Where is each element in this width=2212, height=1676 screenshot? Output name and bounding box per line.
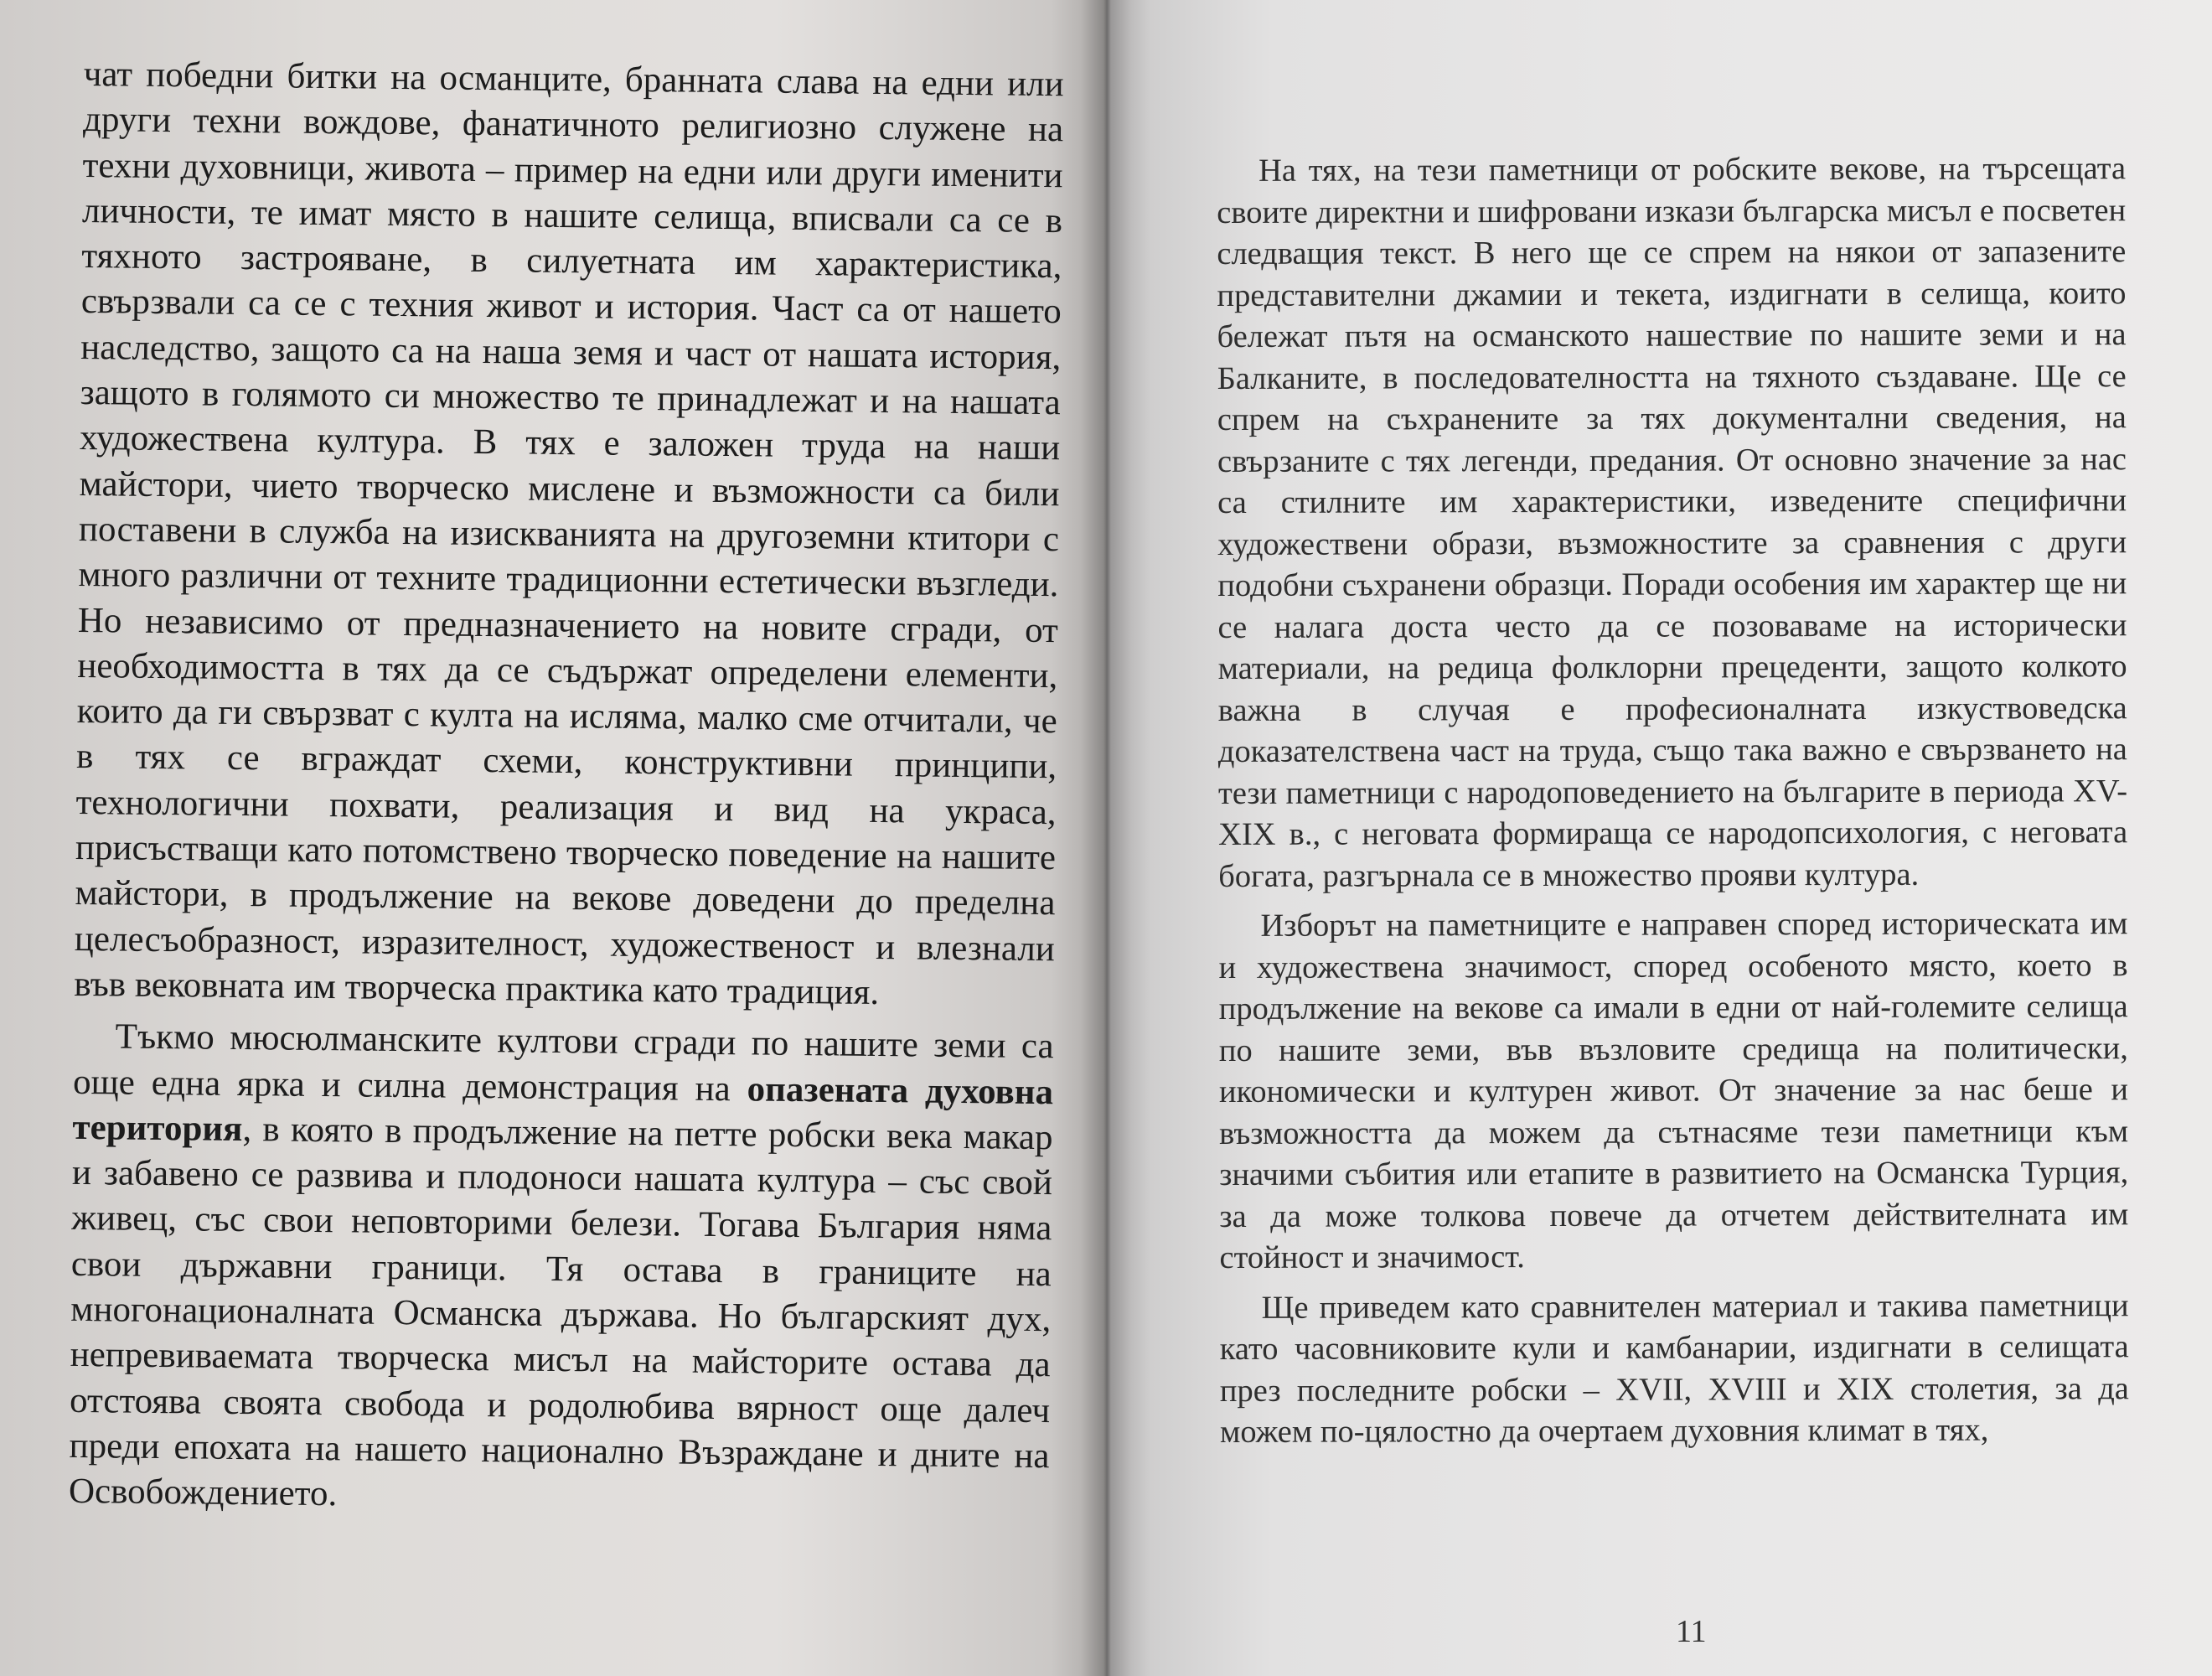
left-page-body [69,52,1064,1525]
emphasized-phrase: опазената духовна територия [72,1068,1054,1149]
left-paragraph-1: чат победни битки на османците, бранната слава на едни или други техни вождове, фанатичното религиозно служене на техни духовници, живота – пример на едни или други именити личности, те имат място в нашите селища, вписвали са се в тяхното застрояване, в силуетната им характеристика, свързвали са се с техния живот и история. Част са от нашето наследство, защото са на наша земя и част от нашата история, защото в голямото си множество те принадлежат и на нашата художествена култура. В тях е заложен труда на наши майстори, чието творческо мислене и възможности са били поставени в служба на изискванията на другоземни ктитори с много различни от техните традиционни естетически възгледи. Но независимо от предназначението на новите сгради, от необходимостта в тях да се съдържат определени елементи, които да ги свързват с култа на исляма, малко сме отчитали, че в тях се вграждат схеми, конструктивни принципи, технологични похвати, реализация и вид на украса, присъстващи като потомствено творческо поведение на нашите майстори, в продължение на векове доведени до пределна целесъобразност, изразителност, художественост и влезнали във вековната им творческа практика като традиция. [74,54,1064,1012]
right-paragraph-2: Изборът на паметниците е направен според историческата им и художествена значимост, според особеното място, което в продължение на векове са имали в едни от най-големите селища по нашите земи, във възловите средища на политически, икономически и културен живот. От значение за нас беше и възможността да можем да сътнасяме тези паметници към значими събития или етапите в развитието на Османска Турция, за да може толкова повече да отчетем действителната им стойност и значимост. [1218,906,2129,1275]
page-number: 11 [1676,1614,1707,1649]
right-page [1106,0,2212,1676]
right-paragraph-1: На тях, на тези паметници от робските векове, на търсещата своите директни и шифровани изкази българска мисъл е посветен следващия текст. В него ще се спрем на някои от запазените представителни джамии и текета, издигнати в селища, които бележат пътя на османското нашествие по нашите земи и на Балканите, в последователността на тяхното създаване. Ще се спрем на съхранените за тях документални сведения, на свързаните с тях легенди, предания. От основно значение за нас са стилните им характеристики, изведените специфични художествени образи, възможностите за сравнения с други подобни съхранени образци. Поради особения им характер ще ни се налага доста често да се позоваваме на исторически материали, на редица фолклорни прецеденти, защото колкото важна в случая е професионалната изкуствоведска доказателствена част на труда, също така важно е свързването на тези паметници с народоповедението на българите в периода XV-XIX в., с неговата формираща се народопсихология, с неговата богата, разгърнала се в множество прояви култура. [1217,151,2128,894]
right-paragraph-3: Ще приведем като сравнителен материал и такива паметници като часовниковите кули и камбанарии, издигнати в селищата през последните робски – XVII, XVIII и XIX столетия, за да можем по-цялостно да очертаем духовния климат в тях, [1219,1287,2129,1450]
left-paragraph-2-start: Тъкмо мюсюлманските култови сгради по нашите земи са още една ярка и силна демонстрация на [72,1016,1054,1109]
left-paragraph-2-end: , в която в продължение на петте робски века макар и забавено се развива и плодоноси нашата култура – със свой живец, със свои неповторими белези. Тогава България няма свои държавни граници. Тя остава в границите на многонационалната Османска държава. Но българският дух, непревиваемата творческа мисъл на майсторите остава да отстоява своята свобода и родолюбива вярност още далеч преди епохата на нашето национално Възраждане и дните на Освобождението. [68,1109,1053,1514]
right-page-body [1217,148,2129,1453]
left-paragraph-2 [69,1014,1054,1524]
